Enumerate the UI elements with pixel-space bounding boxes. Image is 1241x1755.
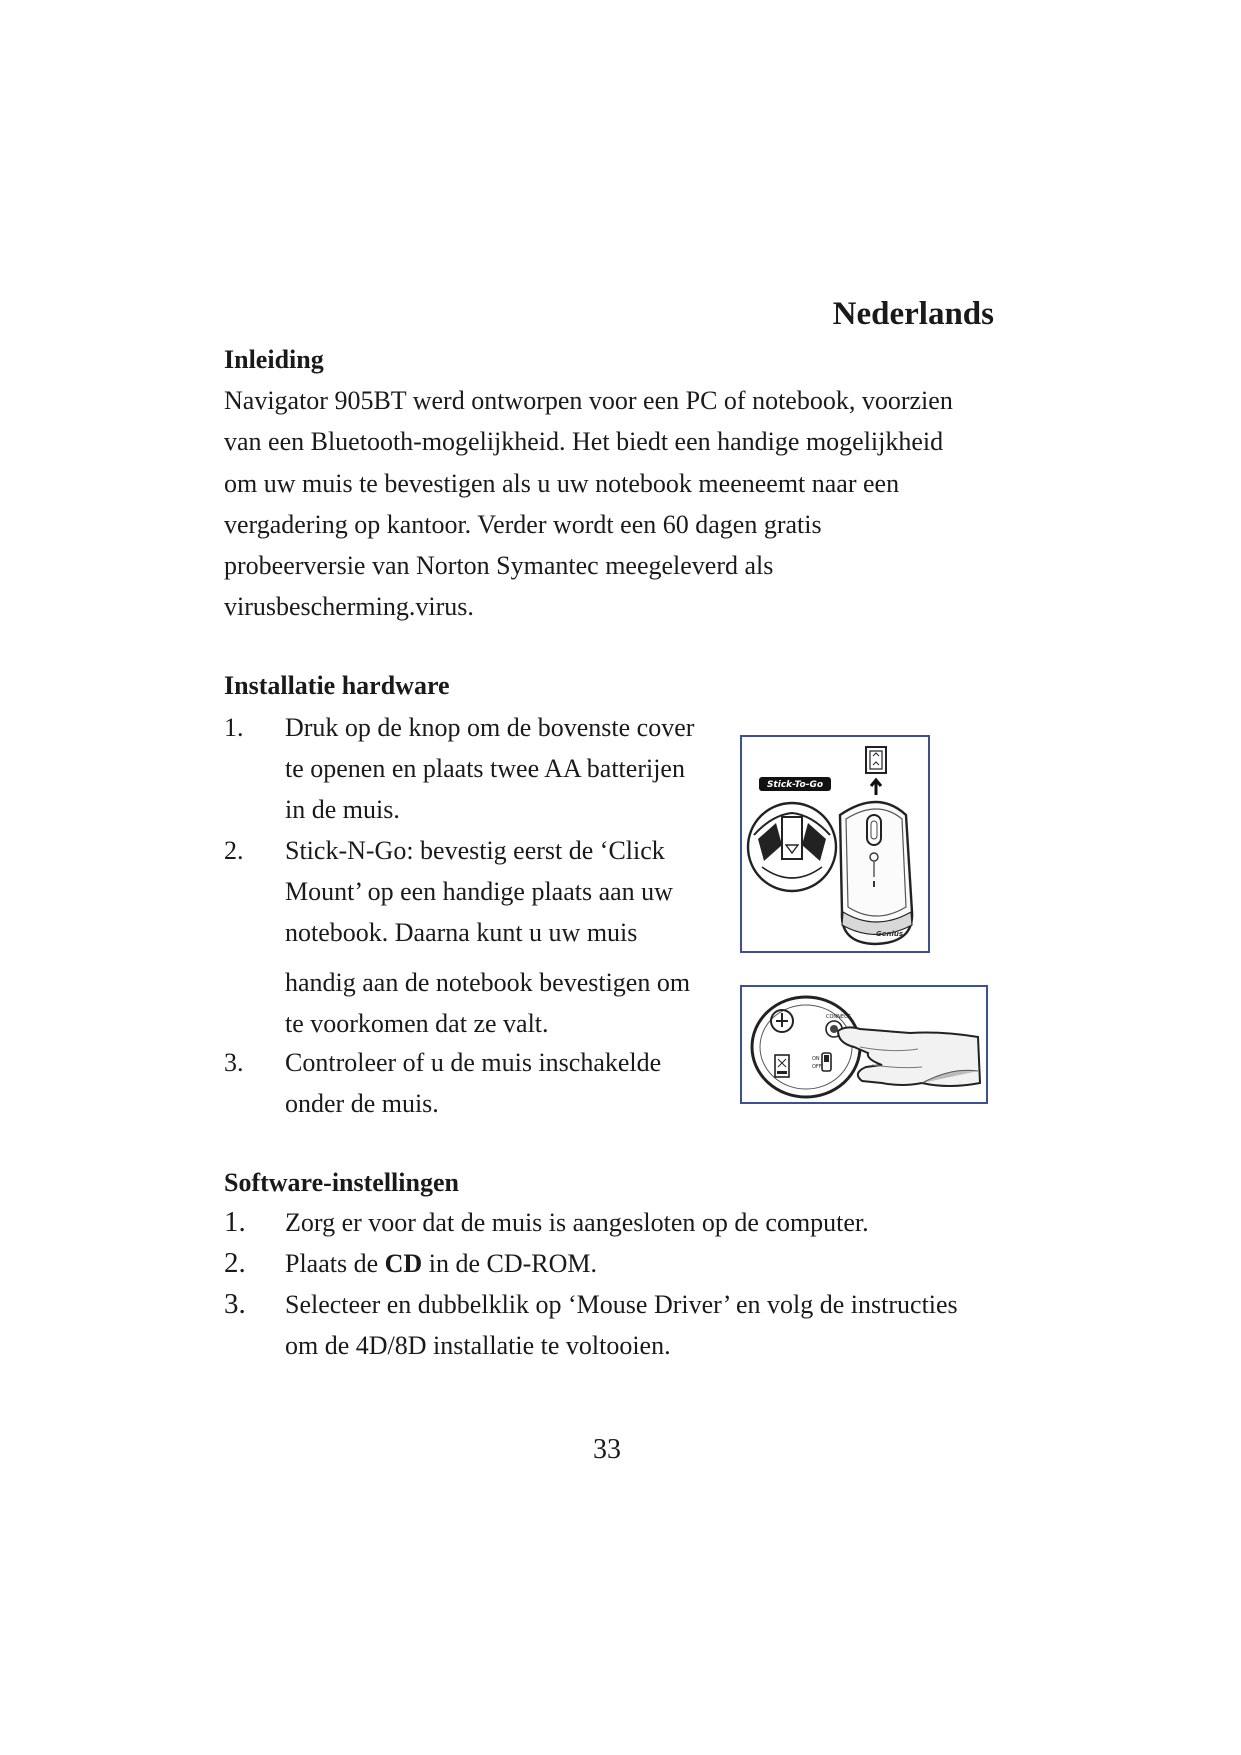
mouse-battery-figure bbox=[740, 735, 930, 953]
connect-label: CONNECT bbox=[826, 1014, 851, 1020]
mouse-illustration bbox=[742, 737, 928, 951]
step-line: Druk op de knop om de bovenste cover bbox=[285, 713, 695, 742]
step-text bbox=[285, 1202, 869, 1243]
step-text bbox=[285, 1042, 661, 1124]
step-line: om de 4D/8D installatie te voltooien. bbox=[285, 1331, 671, 1360]
software-heading: Software-instellingen bbox=[224, 1168, 459, 1197]
step-line: handig aan de notebook bevestigen om bbox=[285, 968, 691, 997]
intro-line: om uw muis te bevestigen als u uw notebook meeneemt naar een bbox=[224, 468, 900, 498]
step-line: Stick-N-Go: bevestig eerst de ‘Click bbox=[285, 836, 665, 865]
step-line: Controleer of u de muis inschakelde bbox=[285, 1048, 662, 1077]
step-text bbox=[285, 707, 694, 830]
step-line: in de muis. bbox=[285, 795, 400, 824]
step-number: 1. bbox=[224, 713, 244, 742]
step-line: Selecteer en dubbelklik op ‘Mouse Driver’ en volg de instructies bbox=[285, 1290, 958, 1319]
page-number: 33 bbox=[593, 1434, 621, 1465]
step-line: Zorg er voor dat de muis is aangesloten op de computer. bbox=[285, 1208, 869, 1237]
step-text-pre: Plaats de bbox=[285, 1249, 385, 1278]
brand-logo: Genius bbox=[876, 930, 904, 938]
step-text-post: in de CD-ROM. bbox=[422, 1249, 597, 1278]
off-label: OFF bbox=[812, 1064, 822, 1070]
step-text bbox=[285, 1284, 958, 1366]
intro-line: probeerversie van Norton Symantec meegeleverd als bbox=[224, 551, 774, 581]
step-line bbox=[285, 1243, 597, 1284]
step-text bbox=[285, 1243, 597, 1284]
cd-bold-text: CD bbox=[384, 1249, 423, 1278]
language-title: Nederlands bbox=[832, 296, 994, 332]
step-text bbox=[285, 830, 690, 1044]
hardware-heading: Installatie hardware bbox=[224, 671, 450, 700]
step-number: 2. bbox=[224, 1247, 246, 1279]
step-line: onder de muis. bbox=[285, 1089, 439, 1118]
intro-line: van een Bluetooth-mogelijkheid. Het biedt een handige mogelijkheid bbox=[224, 427, 944, 457]
step-line: Mount’ op een handige plaats aan uw bbox=[285, 877, 673, 906]
step-number: 1. bbox=[224, 1206, 246, 1238]
connect-illustration bbox=[742, 987, 986, 1102]
step-line: te openen en plaats twee AA batterijen bbox=[285, 754, 685, 783]
intro-paragraph bbox=[224, 380, 1014, 628]
step-number: 3. bbox=[224, 1048, 244, 1077]
connect-button-figure bbox=[740, 985, 988, 1104]
on-label: ON bbox=[812, 1056, 820, 1062]
step-number: 3. bbox=[224, 1288, 246, 1320]
step-line: te voorkomen dat ze valt. bbox=[285, 1009, 549, 1038]
step-number: 2. bbox=[224, 836, 244, 865]
step-line: notebook. Daarna kunt u uw muis bbox=[285, 918, 638, 947]
intro-line: vergadering op kantoor. Verder wordt een 60 dagen gratis bbox=[224, 509, 822, 539]
stick-to-go-tag: Stick-To-Go bbox=[766, 780, 824, 790]
intro-line: Navigator 905BT werd ontworpen voor een PC of notebook, voorzien bbox=[224, 386, 953, 415]
intro-heading: Inleiding bbox=[224, 345, 324, 374]
intro-line: virusbescherming.virus. bbox=[224, 592, 474, 622]
